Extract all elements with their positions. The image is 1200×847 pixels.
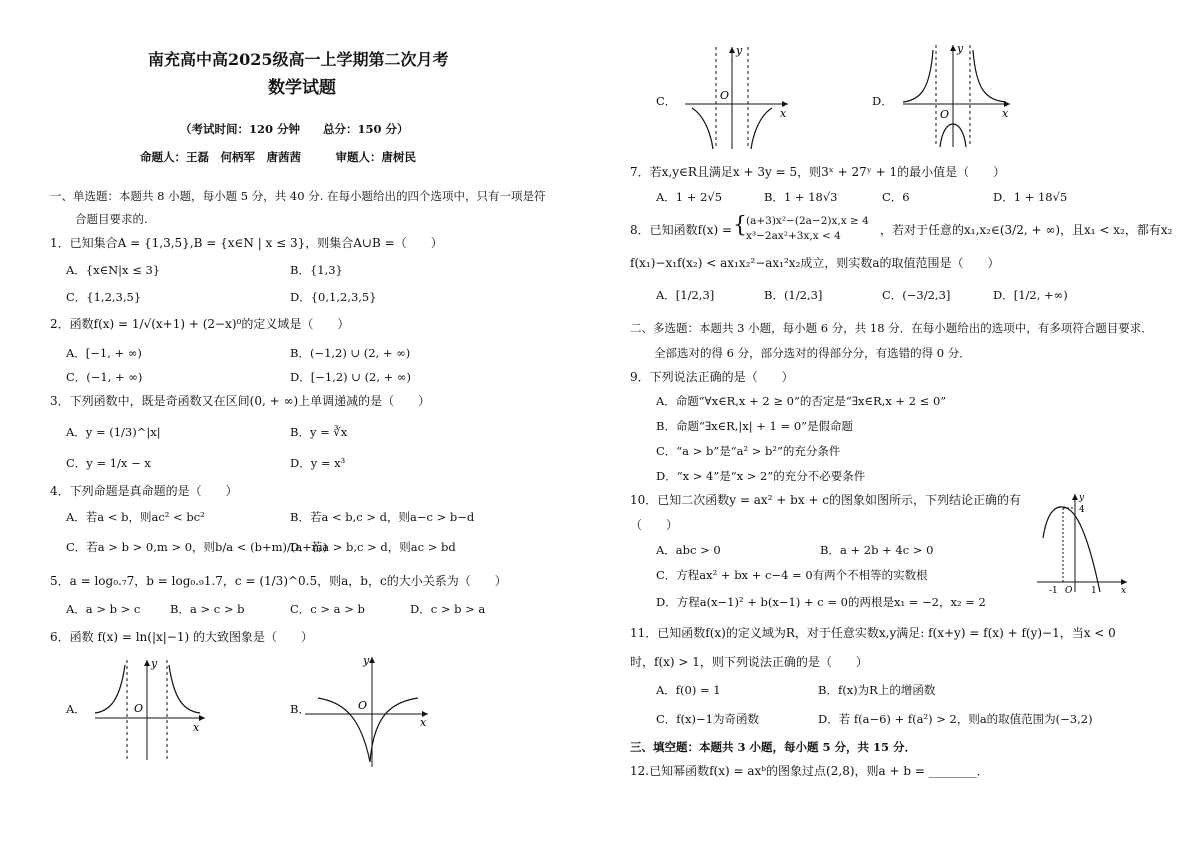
- q9-option-c: C．“a > b”是“a² > b²”的充分条件: [656, 444, 841, 458]
- q3-option-b: B．y = ∛x: [290, 425, 348, 439]
- q6d-origin-label: O: [940, 108, 950, 121]
- q7-option-a: A．1 + 2√5: [656, 190, 723, 204]
- q11-option-c: C．f(x)−1为奇函数: [656, 712, 759, 726]
- q9-stem: 9．下列说法正确的是（ ）: [630, 370, 794, 384]
- q11-stem-cont: 时，f(x) > 1，则下列说法正确的是（ ）: [630, 655, 868, 669]
- q6b-x-label: x: [420, 716, 427, 729]
- q8-brace: {: [733, 213, 747, 238]
- q10-tick-1: 1: [1091, 586, 1097, 596]
- q10-option-d: D．方程a(x−1)² + b(x−1) + c = 0的两根是x₁ = −2，x₂ = 2: [656, 595, 986, 609]
- q8-stem-cont: ，若对于任意的x₁,x₂∈(3/2, + ∞)，且x₁ < x₂，都有x₂: [880, 223, 1173, 237]
- q1-option-b: B．{1,3}: [290, 263, 343, 277]
- q10-x-label: x: [1121, 586, 1127, 596]
- section2-heading: 二、多选题：本题共 3 小题，每小题 6 分，共 18 分．在每小题给出的选项中，有多项符合题目要求．: [630, 321, 1153, 335]
- q6a-y-label: y: [151, 657, 158, 670]
- exam-info: （考试时间：120 分钟 总分：150 分）: [180, 122, 409, 136]
- q6-graph-a: [90, 655, 210, 765]
- q6-option-b: B．: [290, 702, 310, 716]
- q6-option-d: D．: [872, 94, 893, 108]
- q8-option-b: B．(1/2,3]: [764, 288, 823, 302]
- q7-option-d: D．1 + 18√5: [993, 190, 1068, 204]
- q10-parabola-graph: [1035, 490, 1130, 595]
- section3-heading: 三、填空题：本题共 3 小题，每小题 5 分，共 15 分．: [630, 740, 917, 754]
- q8-option-a: A．[1/2,3]: [656, 288, 715, 302]
- q1-stem: 1．已知集合A = {1,3,5},B = {x∈N | x ≤ 3}，则集合A∪B =（ ）: [50, 236, 443, 250]
- q4-option-b: B．若a < b,c > d，则a−c > b−d: [290, 510, 475, 524]
- school-title: 南充高中高2025级高一上学期第二次月考: [148, 50, 449, 69]
- q4-option-a: A．若a < b，则ac² < bc²: [66, 510, 205, 524]
- q1-option-d: D．{0,1,2,3,5}: [290, 290, 377, 304]
- q6d-y-label: y: [957, 42, 964, 55]
- q11-option-b: B．f(x)为R上的增函数: [818, 683, 936, 697]
- section1-heading-cont: 合题目要求的.: [75, 212, 148, 226]
- q2-option-c: C．(−1, + ∞): [66, 370, 143, 384]
- q11-option-d: D．若 f(a−6) + f(a²) > 2，则a的取值范围为(−3,2): [818, 712, 1093, 726]
- q7-option-c: C．6: [882, 190, 910, 204]
- q1-option-c: C．{1,2,3,5}: [66, 290, 142, 304]
- q11-stem: 11．已知函数f(x)的定义域为R，对于任意实数x,y满足: f(x+y) = f(x) + f(y)−1，当x < 0: [630, 626, 1116, 640]
- q11-option-a: A．f(0) = 1: [656, 683, 721, 697]
- q6c-x-label: x: [780, 107, 787, 120]
- subject-title: 数学试题: [268, 78, 336, 98]
- q3-option-c: C．y = 1/x − x: [66, 456, 151, 470]
- q10-y-label: y: [1079, 493, 1085, 503]
- section2-heading-cont: 全部选对的得 6 分，部分选对的得部分分，有选错的得 0 分．: [654, 346, 971, 360]
- q10-tick-4: 4: [1079, 505, 1085, 515]
- q10-option-c: C．方程ax² + bx + c−4 = 0有两个不相等的实数根: [656, 568, 928, 582]
- q6c-y-label: y: [736, 44, 743, 57]
- exam-authors: 命题人：王磊 何柄军 唐茜茜 审题人：唐树民: [140, 150, 416, 164]
- q4-option-c: C．若a > b > 0,m > 0，则b/a < (b+m)/(a+m): [66, 540, 328, 554]
- q6-option-a: A．: [66, 702, 86, 716]
- q9-option-b: B．命题“∃x∈R,|x| + 1 = 0”是假命题: [656, 419, 854, 433]
- q6-option-c: C．: [656, 94, 677, 108]
- q2-stem: 2．函数f(x) = 1/√(x+1) + (2−x)⁰的定义域是（ ）: [50, 317, 350, 331]
- q4-option-d: D．若a > b,c > d，则ac > bd: [290, 540, 456, 554]
- q5-option-a: A．a > b > c: [66, 602, 141, 616]
- q8-case2: x³−2ax²+3x,x < 4: [746, 230, 841, 242]
- q8-stem-start: 8．已知函数f(x) =: [630, 223, 733, 237]
- q9-option-d: D．“x > 4”是“x > 2”的充分不必要条件: [656, 469, 866, 483]
- q6-stem: 6．函数 f(x) = ln(|x|−1) 的大致图象是（ ）: [50, 630, 313, 644]
- q6-graph-b: [300, 652, 430, 772]
- q3-option-d: D．y = x³: [290, 456, 346, 470]
- q9-option-a: A．命题“∀x∈R,x + 2 ≥ 0”的否定是“∃x∈R,x + 2 ≤ 0”: [656, 394, 947, 408]
- q7-option-b: B．1 + 18√3: [764, 190, 838, 204]
- q7-stem: 7．若x,y∈R且满足x + 3y = 5，则3ˣ + 27ʸ + 1的最小值是（ ）: [630, 165, 1006, 179]
- q5-stem: 5．a = log₀.₇7，b = log₀.₉1.7，c = (1/3)^0.5，则a，b，c的大小关系为（ ）: [50, 574, 507, 588]
- section1-heading: 一、单选题：本题共 8 小题，每小题 5 分，共 40 分. 在每小题给出的四个选项中，只有一项是符: [50, 189, 546, 203]
- q10-origin-label: O: [1065, 586, 1073, 596]
- q2-option-a: A．[−1, + ∞): [66, 346, 142, 360]
- q6b-y-label: y: [363, 654, 370, 667]
- q5-option-d: D．c > b > a: [410, 602, 486, 616]
- q10-option-b: B．a + 2b + 4c > 0: [820, 543, 934, 557]
- q8-option-d: D．[1/2, +∞): [993, 288, 1068, 302]
- q4-stem: 4．下列命题是真命题的是（ ）: [50, 484, 238, 498]
- q5-option-c: C．c > a > b: [290, 602, 365, 616]
- q10-tick-neg1: -1: [1049, 586, 1058, 596]
- q1-option-a: A．{x∈N|x ≤ 3}: [66, 263, 161, 277]
- q12-stem: 12.已知幂函数f(x) = axᵇ的图象过点(2,8)，则a + b = ________．: [630, 764, 989, 778]
- q6a-x-label: x: [193, 721, 200, 734]
- q6b-origin-label: O: [358, 699, 368, 712]
- q3-option-a: A．y = (1/3)^|x|: [66, 425, 161, 439]
- q6-graph-d: [898, 42, 1013, 152]
- q6c-origin-label: O: [720, 89, 730, 102]
- q2-option-b: B．(−1,2) ∪ (2, + ∞): [290, 346, 411, 360]
- q8-stem-end: f(x₁)−x₁f(x₂) < ax₁x₂²−ax₁²x₂成立，则实数a的取值范围是（ ）: [630, 256, 1000, 270]
- q6a-origin-label: O: [134, 702, 144, 715]
- q8-case1: (a+3)x²−(2a−2)x,x ≥ 4: [746, 215, 869, 227]
- q10-stem: 10．已知二次函数y = ax² + bx + c的图象如图所示，下列结论正确的有: [630, 493, 1022, 507]
- right-column: [600, 0, 1200, 847]
- q10-paren: （ ）: [630, 518, 679, 532]
- q2-option-d: D．[−1,2) ∪ (2, + ∞): [290, 370, 412, 384]
- q3-stem: 3．下列函数中，既是奇函数又在区间(0, + ∞)上单调递减的是（ ）: [50, 394, 431, 408]
- q6d-x-label: x: [1002, 107, 1009, 120]
- q5-option-b: B．a > c > b: [170, 602, 245, 616]
- q8-option-c: C．(−3/2,3]: [882, 288, 951, 302]
- q6-graph-c: [680, 44, 790, 154]
- q10-option-a: A．abc > 0: [656, 543, 721, 557]
